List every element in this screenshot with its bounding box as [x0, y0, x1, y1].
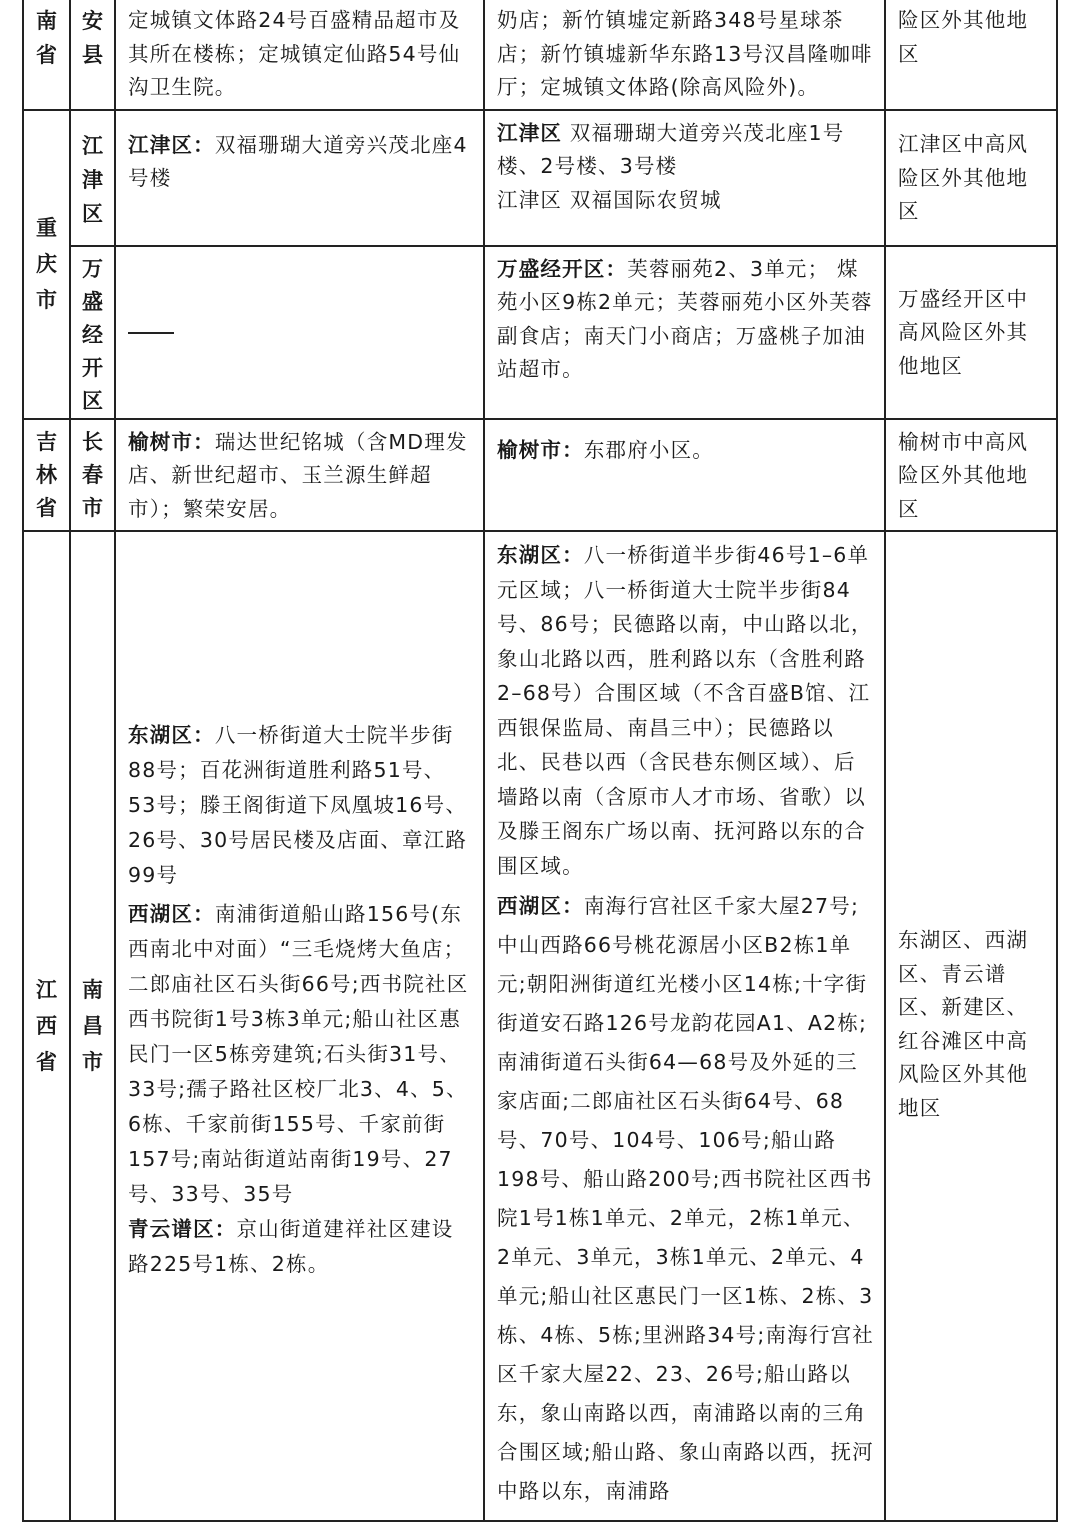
province-text: 吉林省 — [36, 429, 57, 520]
low-risk-text: 东湖区、西湖区、青云谱区、新建区、红谷滩区中高风险区外其他地区 — [898, 928, 1029, 1120]
city-text: 南昌市 — [82, 978, 103, 1074]
low-risk-text: 险区外其他地区 — [898, 8, 1029, 66]
low-risk-cell — [885, 110, 1057, 246]
area-paragraph: 西湖区：南海行宫社区千家大屋27号;中山西路66号桃花源居小区B2栋1单元;朝阳洲街道红光楼小区14栋;十字街街道安石路126号龙韵花园A1、A2栋;南浦街道石头街64—68号及外延的三家店面;二郎庙社区石头街64号、68号、70号、104号、106号;船山路198号、船山路200号;西书院社区西书院1号1栋1单元、2单元，2栋1单元、2单元、3单元，3栋1单元、2单元、4单元;船山社区惠民门一区1栋、2栋、3栋、4栋、5栋;里洲路34号;南海行宫社区千家大屋22、23、26号;船山路以东，象山南路以西，南浦路以南的三角合围区域;船山路、象山南路以西，抚河中路以东，南浦路 — [497, 894, 875, 1503]
area-paragraph: 东湖区：八一桥街道大士院半步街88号；百花洲街道胜利路51号、53号；滕王阁街道下凤凰坡16号、26号、30号居民楼及店面、章江路99号 — [128, 723, 468, 887]
mid-risk-cell — [484, 110, 885, 246]
low-risk-cell — [885, 246, 1057, 419]
low-risk-text: 榆树市中高风险区外其他地区 — [898, 429, 1029, 521]
province-text: 重庆市 — [36, 216, 57, 312]
city-cell — [70, 419, 115, 532]
area-paragraph: 江津区 双福国际农贸城 — [497, 187, 722, 212]
city-text: 安县 — [82, 9, 103, 67]
low-risk-text: 江津区中高风险区外其他地区 — [898, 132, 1029, 224]
province-cell — [23, 110, 70, 419]
high-risk-cell — [115, 110, 484, 246]
table-row — [23, 246, 1057, 419]
table-row — [23, 419, 1057, 532]
city-text: 万盛经开区 — [82, 256, 103, 413]
city-text: 江津区 — [82, 133, 103, 226]
high-risk-cell — [115, 531, 484, 1521]
area-paragraph: 江津区：双福珊瑚大道旁兴茂北座4号楼 — [128, 132, 468, 190]
area-paragraph: 榆树市：瑞达世纪铭城（含MD理发店、新世纪超市、玉兰源生鲜超市）；繁荣安居。 — [128, 429, 468, 521]
area-paragraph: 定城镇文体路24号百盛精品超市及其所在楼栋；定城镇定仙路54号仙沟卫生院。 — [128, 8, 461, 99]
province-text: 南省 — [36, 9, 57, 67]
table-row — [23, 531, 1057, 1521]
area-paragraph: 江津区 双福珊瑚大道旁兴茂北座1号楼、2号楼、3号楼 — [497, 120, 845, 178]
city-cell — [70, 110, 115, 246]
table-row — [23, 0, 1057, 110]
area-paragraph: 青云谱区：京山街道建祥社区建设路225号1栋、2栋。 — [128, 1217, 454, 1276]
area-paragraph: 东湖区：八一桥街道半步街46号1–6单元区域；八一桥街道大士院半步街84号、86号；民德路以南，中山路以北，象山北路以西，胜利路以东（含胜利路2–68号）合围区域（不含百盛B馆、江西银保监局、南昌三中）；民德路以北、民巷以西（含民巷东侧区域）、后墙路以南（含原市人才市场、省歌）以及滕王阁东广场以南、抚河路以东的合围区域。 — [497, 543, 873, 878]
area-paragraph: 榆树市：东郡府小区。 — [497, 437, 715, 462]
city-cell — [70, 531, 115, 1521]
table-row — [23, 110, 1057, 246]
low-risk-cell — [885, 0, 1057, 110]
low-risk-cell — [885, 531, 1057, 1521]
province-text: 江西省 — [36, 978, 57, 1074]
province-cell — [23, 531, 70, 1521]
city-cell — [70, 0, 115, 110]
high-risk-cell — [115, 419, 484, 532]
city-cell — [70, 246, 115, 419]
risk-area-table — [22, 0, 1058, 1522]
mid-risk-cell — [484, 246, 885, 419]
province-cell — [23, 0, 70, 110]
area-paragraph: 西湖区：南浦街道船山路156号(东西南北中对面）“三毛烧烤大鱼店；二郎庙社区石头街66号;西书院社区西书院街1号3栋3单元;船山社区惠民门一区5栋旁建筑;石头街31号、33号;孺子路社区校厂北3、4、5、6栋、千家前街155号、千家前街157号;南站街道站南街19号、27号、33号、35号 — [128, 902, 469, 1206]
mid-risk-cell — [484, 531, 885, 1521]
low-risk-cell — [885, 419, 1057, 532]
high-risk-cell — [115, 246, 484, 419]
high-risk-cell — [115, 0, 484, 110]
empty-dash — [128, 332, 174, 334]
province-cell — [23, 419, 70, 532]
city-text: 长春市 — [82, 429, 103, 520]
area-paragraph: 万盛经开区：芙蓉丽苑2、3单元； 煤苑小区9栋2单元；芙蓉丽苑小区外芙蓉副食店；南天门小商店；万盛桃子加油站超市。 — [497, 256, 873, 381]
mid-risk-cell — [484, 0, 885, 110]
low-risk-text: 万盛经开区中高风险区外其他地区 — [898, 286, 1029, 378]
mid-risk-cell — [484, 419, 885, 532]
area-paragraph: 奶店；新竹镇墟定新路348号星球茶店；新竹镇墟新华东路13号汉昌隆咖啡厅；定城镇文体路(除高风险外)。 — [497, 8, 873, 99]
